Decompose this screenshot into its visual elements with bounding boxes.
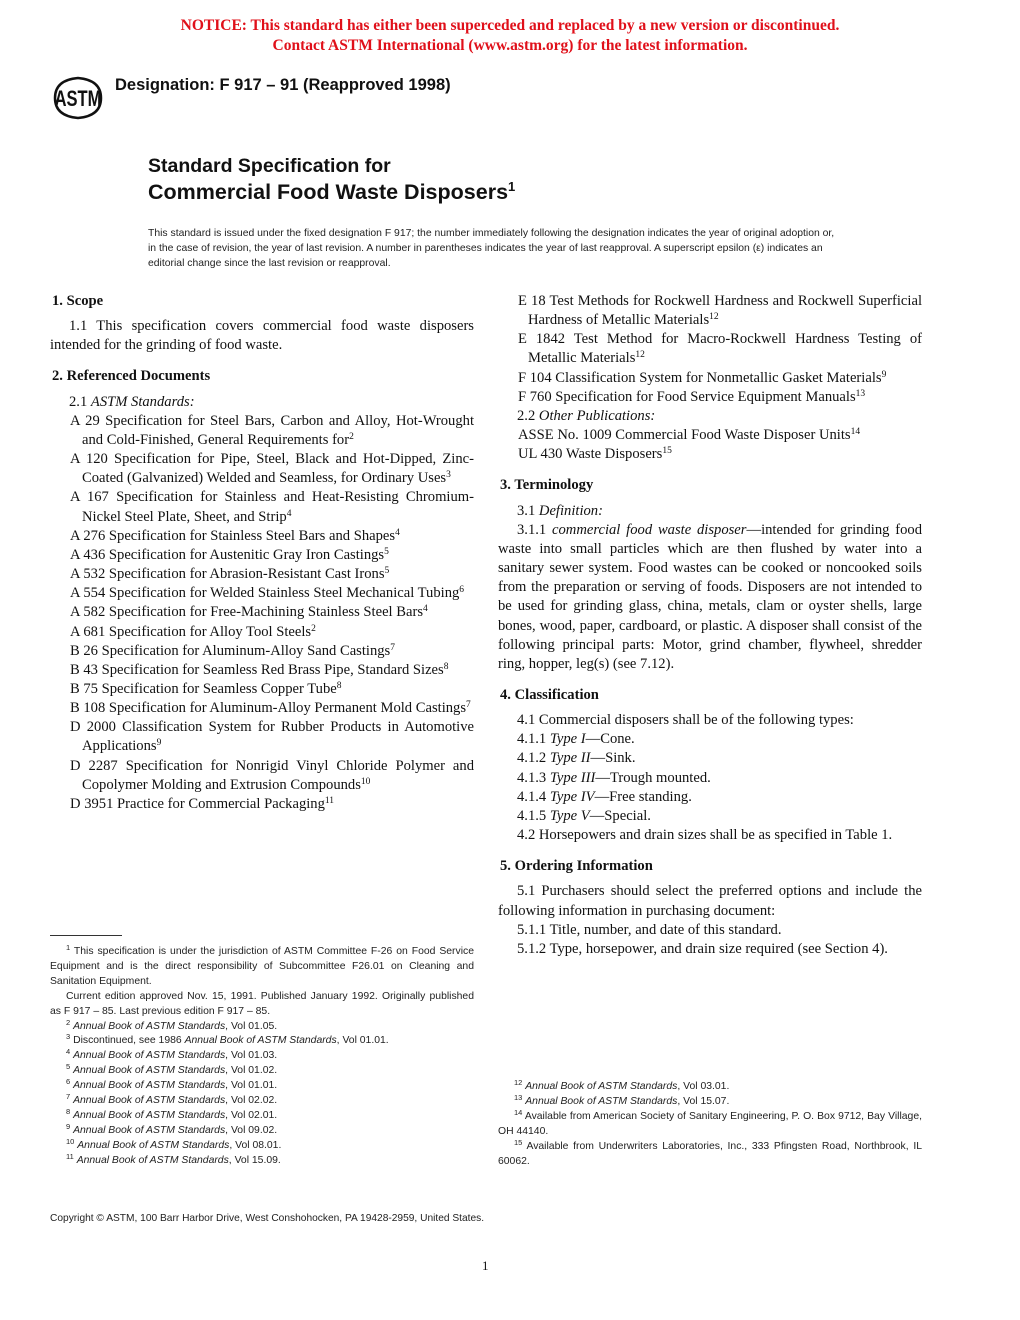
definition-subheading [498, 502, 922, 521]
fn-book-title: Annual Book of ASTM Standards [77, 1139, 230, 1151]
fn-number: 12 [514, 1078, 523, 1087]
fn-volume: , Vol 15.07. [677, 1095, 730, 1107]
reference-item [498, 330, 922, 368]
footnote-item [50, 1151, 474, 1169]
reference-footnote-mark: 11 [324, 795, 335, 806]
reference-text: E 18 Test Methods for Rockwell Hardness and Rockwell Superficial Hardness of Metallic Materials [518, 293, 922, 329]
fn-book-title: Annual Book of ASTM Standards [73, 1020, 226, 1032]
reference-footnote-mark: 6 [459, 585, 465, 596]
reference-text: E 1842 Test Method for Macro-Rockwell Hardness Testing of Metallic Materials [518, 331, 922, 367]
reference-footnote-mark: 3 [446, 470, 451, 481]
footnote-item [50, 1136, 474, 1154]
type-name: Type I [549, 731, 586, 748]
reference-footnote-mark: 15 [662, 446, 672, 457]
subheading-number: 2.1 [69, 393, 88, 410]
reference-text: ASSE No. 1009 Commercial Food Waste Disposer Units [518, 427, 851, 444]
subheading-title: ASTM Standards: [90, 393, 195, 410]
reference-text: B 108 Specification for Aluminum-Alloy Permanent Mold Castings [70, 700, 467, 717]
fn-number: 10 [66, 1136, 75, 1146]
reference-text: A 532 Specification for Abrasion-Resistant Cast Irons [70, 566, 385, 583]
reference-item [50, 795, 474, 814]
notice-line-1: NOTICE: This standard has either been superceded and replaced by a new version or discontinued. [180, 17, 840, 34]
reference-text: B 26 Specification for Aluminum-Alloy Sand Castings [70, 642, 391, 659]
footnote-item [498, 1092, 922, 1110]
fn-volume: , Vol 01.05. [225, 1020, 278, 1032]
fn-book-title: Annual Book of ASTM Standards [73, 1124, 226, 1136]
reference-footnote-mark: 2 [311, 623, 316, 634]
reference-text: UL 430 Waste Disposers [518, 446, 663, 463]
footnote-item [50, 1049, 474, 1064]
reference-item [498, 388, 922, 407]
notice-banner [0, 16, 1020, 56]
type-item [498, 807, 922, 826]
footnote-item [50, 1079, 474, 1094]
fn-number: 13 [514, 1092, 523, 1102]
reference-footnote-mark: 5 [384, 546, 389, 557]
fn-volume: , Vol 02.02. [225, 1095, 278, 1107]
astm-standards-subheading [50, 393, 474, 412]
type-name: Type IV [549, 788, 595, 805]
reference-footnote-mark: 4 [286, 508, 292, 519]
footnote-item [498, 1107, 922, 1140]
fn-number: 4 [66, 1047, 71, 1057]
reference-footnote-mark: 4 [395, 527, 400, 538]
section-heading-ordering: 5. Ordering Information [500, 858, 653, 875]
footnote-item [50, 1017, 474, 1035]
footnote-item [50, 1064, 474, 1079]
fn-book-title: Annual Book of ASTM Standards [525, 1081, 678, 1092]
reference-text: B 43 Specification for Seamless Red Brass Pipe, Standard Sizes [70, 661, 444, 678]
reference-item [50, 412, 474, 450]
reference-item [50, 699, 474, 718]
reference-footnote-mark: 14 [850, 427, 861, 438]
title-line-2 [148, 179, 515, 205]
type-number: 4.1.1 [517, 731, 547, 748]
type-number: 4.1.3 [517, 769, 547, 786]
footnote-item [50, 1106, 474, 1124]
reference-footnote-mark: 12 [709, 312, 719, 323]
type-list [498, 730, 922, 826]
reference-item [498, 369, 922, 388]
footnote-item [50, 1094, 474, 1109]
section-heading-scope: 1. Scope [52, 293, 104, 309]
fn-number: 2 [66, 1017, 71, 1027]
reference-footnote-mark: 2 [349, 431, 354, 442]
classification-intro: 4.1 Commercial disposers shall be of the following types: [517, 712, 854, 729]
fn-book-title: Annual Book of ASTM Standards [73, 1065, 226, 1077]
reference-item [498, 445, 922, 464]
definition-number: 3.1 [517, 502, 536, 519]
document-title [148, 154, 515, 205]
type-description: —Cone. [585, 731, 635, 748]
right-column [498, 292, 922, 959]
type-name: Type V [549, 807, 590, 824]
type-description: —Sink. [590, 750, 636, 767]
type-name: Type II [549, 750, 591, 767]
footnote-1 [50, 945, 474, 990]
reference-text: A 554 Specification for Welded Stainless Steel Mechanical Tubing [70, 585, 460, 602]
reference-item [50, 718, 474, 756]
fn-volume: , Vol 01.01. [336, 1035, 389, 1047]
fn-book-title: Annual Book of ASTM Standards [184, 1035, 337, 1047]
fn-volume: , Vol 09.02. [225, 1124, 278, 1136]
fn-number: 8 [66, 1106, 71, 1116]
fn-number: 3 [66, 1032, 71, 1042]
fn-number: 15 [514, 1137, 523, 1147]
footnote-item [50, 1034, 474, 1049]
reference-item [498, 292, 922, 330]
reference-item [50, 623, 474, 642]
fn-volume: , Vol 15.09. [228, 1154, 281, 1166]
fn-text: This specification is under the jurisdiction of ASTM Committee F-26 on Food Service Equipment and is the direct responsibility of Subcommittee F26.01 on Cleaning and Sanitation Equipment. [50, 946, 474, 987]
fn-volume: , Vol 02.01. [225, 1109, 278, 1121]
footnote-item [498, 1080, 922, 1095]
reference-item [498, 426, 922, 445]
section-heading-terminology: 3. Terminology [500, 477, 594, 494]
reference-item [50, 488, 474, 526]
reference-text: D 2287 Specification for Nonrigid Vinyl Chloride Polymer and Copolymer Molding and Extrusion Compounds [70, 757, 474, 793]
fn-number: 5 [66, 1062, 71, 1072]
fn-book-title: Annual Book of ASTM Standards [73, 1050, 226, 1062]
reference-list-continued [498, 292, 922, 407]
reference-list [50, 412, 474, 814]
fn-text: Available from American Society of Sanitary Engineering, P. O. Box 9712, Bay Village, OH 44140. [498, 1110, 922, 1137]
reference-text: A 436 Specification for Austenitic Gray Iron Castings [70, 546, 385, 563]
type-item [498, 788, 922, 807]
reference-item [50, 546, 474, 565]
type-description: —Free standing. [594, 788, 692, 805]
reference-item [50, 661, 474, 680]
reference-text: B 75 Specification for Seamless Copper Tube [70, 680, 337, 697]
ordering-p1: 5.1 Purchasers should select the preferred options and include the following information in purchasing document: [498, 883, 922, 919]
designation: Designation: F 917 – 91 (Reapproved 1998) [115, 76, 451, 94]
scope-paragraph: 1.1 This specification covers commercial food waste disposers intended for the grinding of food waste. [50, 318, 474, 354]
other-publications-list [498, 426, 922, 464]
reference-footnote-mark: 10 [360, 776, 371, 787]
footnote-rule [50, 935, 122, 936]
reference-footnote-mark: 7 [390, 642, 395, 653]
reference-text: A 582 Specification for Free-Machining Stainless Steel Bars [70, 604, 424, 621]
reference-text: A 276 Specification for Stainless Steel Bars and Shapes [70, 527, 396, 544]
fn-volume: , Vol 01.02. [225, 1065, 278, 1077]
copyright-line: Copyright © ASTM, 100 Barr Harbor Drive, West Conshohocken, PA 19428-2959, United States. [50, 1213, 485, 1224]
type-number: 4.1.4 [517, 788, 547, 805]
fn-book-title: Annual Book of ASTM Standards [73, 1095, 226, 1107]
section-heading-referenced: 2. Referenced Documents [52, 368, 211, 385]
fn-number: 1 [66, 943, 71, 952]
reference-text: A 167 Specification for Stainless and Heat-Resisting Chromium-Nickel Steel Plate, Sheet, and Strip [70, 489, 474, 525]
reference-item [50, 680, 474, 699]
def-number: 3.1.1 [517, 521, 547, 538]
reference-footnote-mark: 7 [466, 700, 471, 711]
reference-footnote-mark: 12 [635, 350, 645, 361]
fn-volume: , Vol 08.01. [229, 1139, 282, 1151]
fn-prefix: Discontinued, see 1986 [73, 1035, 185, 1047]
fn-number: 9 [66, 1121, 71, 1131]
ordering-p3: 5.1.2 Type, horsepower, and drain size required (see Section 4). [517, 940, 888, 957]
other-title: Other Publications: [538, 407, 656, 424]
type-item [498, 749, 922, 768]
definition-paragraph [498, 521, 922, 674]
fn-text: Available from Underwriters Laboratories, Inc., 333 Pfingsten Road, Northbrook, IL 60062. [498, 1140, 922, 1167]
issued-statement: This standard is issued under the fixed designation F 917; the number immediately following the designation indicates the year of original adoption or, in the case of revision, the year of last revision. A number in parentheses indicates the year of last reapproval. A superscript epsilon (ε) indicates an editorial change since the last revision or reapproval. [148, 228, 835, 269]
type-item [498, 730, 922, 749]
astm-logo-icon [51, 76, 105, 120]
notice-line-2: Contact ASTM International (www.astm.org) for the latest information. [272, 37, 748, 54]
fn-number: 7 [66, 1092, 71, 1102]
reference-text: D 3951 Practice for Commercial Packaging [70, 795, 325, 812]
reference-text: A 681 Specification for Alloy Tool Steels [70, 623, 312, 640]
type-name: Type III [549, 769, 596, 786]
reference-footnote-mark: 5 [384, 566, 390, 577]
fn-number: 6 [66, 1077, 71, 1087]
footnote-item [50, 1121, 474, 1139]
footnote-list-right [498, 1080, 922, 1169]
reference-text: A 29 Specification for Steel Bars, Carbon and Alloy, Hot-Wrought and Cold-Finished, General Requirements for [70, 412, 474, 448]
definition-title: Definition: [538, 502, 603, 519]
logo-text: ASTM [54, 86, 102, 112]
reference-text: F 104 Classification System for Nonmetallic Gasket Materials [518, 369, 882, 386]
type-description: —Trough mounted. [595, 769, 711, 786]
reference-text: A 120 Specification for Pipe, Steel, Black and Hot-Dipped, Zinc-Coated (Galvanized) Welded and Seamless, for Ordinary Uses [70, 451, 474, 487]
title-line-1: Standard Specification for [148, 155, 391, 177]
fn-number: 11 [66, 1151, 74, 1161]
def-term: commercial food waste disposer [552, 521, 747, 538]
classification-horsepower: 4.2 Horsepowers and drain sizes shall be as specified in Table 1. [517, 827, 893, 844]
reference-item [50, 527, 474, 546]
fn-number: 14 [514, 1107, 523, 1117]
type-number: 4.1.2 [517, 750, 547, 767]
left-column [50, 292, 474, 814]
reference-item [50, 450, 474, 488]
reference-footnote-mark: 4 [423, 604, 428, 615]
reference-item [50, 565, 474, 584]
fn-volume: , Vol 03.01. [677, 1081, 730, 1092]
type-item [498, 769, 922, 788]
reference-footnote-mark: 13 [855, 388, 866, 399]
reference-item [50, 584, 474, 603]
footnote-list [50, 1017, 474, 1169]
footnote-1-current: Current edition approved Nov. 15, 1991. Published January 1992. Originally published as F 917 – 85. Last previous edition F 917 – 85. [50, 990, 474, 1017]
title-footnote-mark: 1 [508, 179, 516, 194]
reference-item [50, 642, 474, 661]
reference-footnote-mark: 8 [336, 680, 342, 691]
section-heading-classification: 4. Classification [500, 686, 599, 703]
fn-volume: , Vol 01.01. [225, 1080, 278, 1092]
other-publications-subheading [498, 407, 922, 426]
footnotes-left [50, 935, 474, 1169]
title-main: Commercial Food Waste Disposers [148, 180, 509, 204]
fn-book-title: Annual Book of ASTM Standards [73, 1080, 226, 1092]
fn-book-title: Annual Book of ASTM Standards [73, 1109, 226, 1121]
reference-footnote-mark: 8 [443, 661, 449, 672]
reference-footnote-mark: 9 [881, 369, 887, 380]
reference-text: D 2000 Classification System for Rubber Products in Automotive Applications [70, 719, 474, 755]
footnotes-right [498, 1080, 922, 1169]
type-number: 4.1.5 [517, 807, 547, 824]
type-description: —Special. [589, 807, 651, 824]
ordering-p2: 5.1.1 Title, number, and date of this standard. [517, 921, 782, 938]
reference-footnote-mark: 9 [156, 738, 162, 749]
other-number: 2.2 [517, 407, 536, 424]
def-text: —intended for grinding food waste into small particles which are then flushed by water into a sanitary sewer system. Food wastes can be cooked or noncooked soils from the preparation or serving of foods. Disposers are not intended to be used for grinding glass, china, metals, clam or oyster shells, large bones, wood, paper, cardboard, or plastic. A disposer shall consist of the following principal parts: Motor, grind chamber, flywheel, shredder ring, hopper, leg(s) (see 7.12). [498, 521, 922, 672]
reference-text: F 760 Specification for Food Service Equipment Manuals [518, 388, 856, 405]
page-number: 1 [482, 1258, 489, 1273]
fn-book-title: Annual Book of ASTM Standards [525, 1095, 678, 1107]
footnote-item [498, 1137, 922, 1170]
reference-item [50, 603, 474, 622]
fn-book-title: Annual Book of ASTM Standards [76, 1154, 229, 1166]
reference-item [50, 757, 474, 795]
fn-volume: , Vol 01.03. [225, 1050, 278, 1062]
